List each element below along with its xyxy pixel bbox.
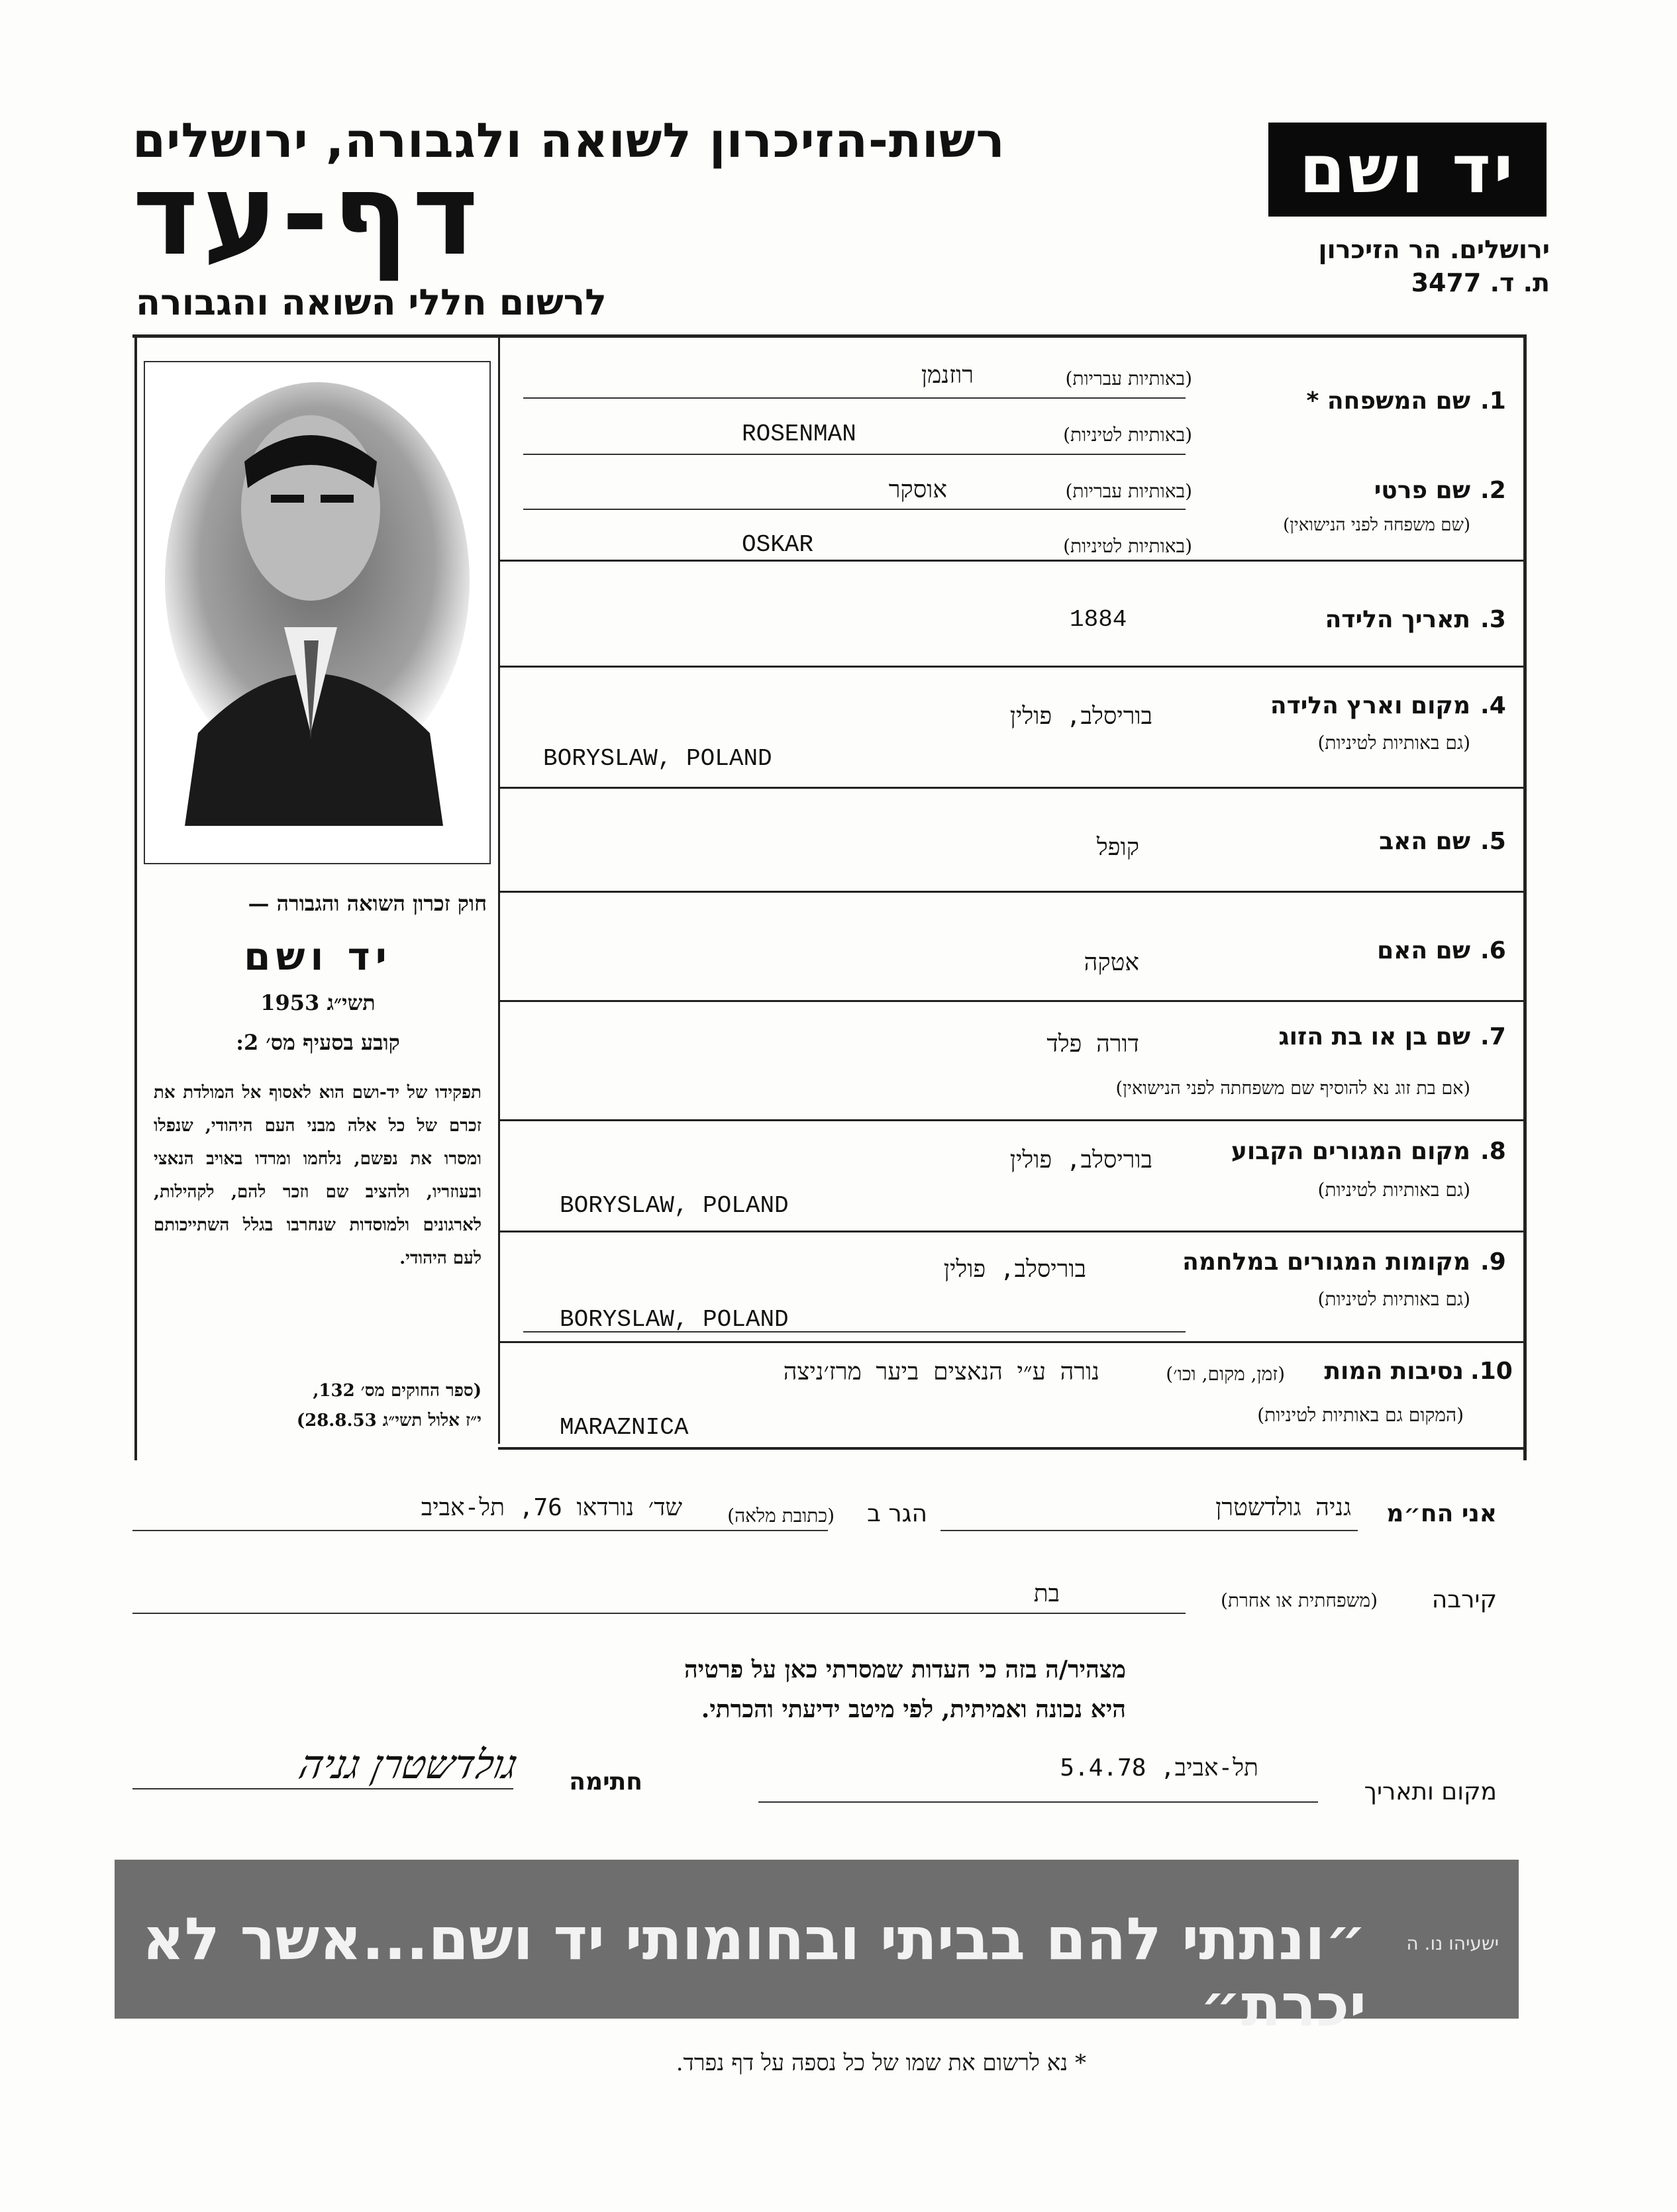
relation-label: קירבה [1431, 1586, 1497, 1613]
field-2-value-heb: אוסקר [888, 476, 947, 503]
field-9-number: 9. [1480, 1248, 1506, 1276]
field-7-number: 7. [1480, 1023, 1506, 1050]
field-2-value-lat: OSKAR [742, 531, 814, 558]
field-3-number: 3. [1480, 606, 1506, 633]
quote-banner [115, 1860, 1519, 2039]
statement-line1: מצהיר/ה בזה כי העדות שמסרתי כאן על פרטיה [684, 1656, 1126, 1684]
field-9-value-lat: BORYSLAW, POLAND [560, 1306, 789, 1333]
place-date-value: תל-אביב, 5.4.78 [1060, 1754, 1258, 1782]
field-7-value: דורה פלד [1046, 1031, 1139, 1058]
form-subtitle: לרשום חללי השואה והגבורה [136, 281, 607, 323]
field-4-number: 4. [1480, 692, 1506, 719]
declarant-name: גניה גולדשטרן [1215, 1494, 1351, 1521]
address-hint: (כתובת מלאה) [727, 1505, 835, 1527]
field-1-number: 1. [1480, 387, 1506, 415]
resides-label: הגר ב [867, 1500, 927, 1527]
law-heading: חוק זכרון השואה והגבורה — [248, 891, 487, 916]
field-10-label: נסיבות המות [1324, 1358, 1464, 1385]
banner-source: ישעיהו נו. ה [1406, 1933, 1499, 1954]
field-8-value-heb: בוריסלב, פולין [1009, 1146, 1152, 1174]
field-5-number: 5. [1480, 828, 1506, 855]
address: ירושלים. הר הזיכרון [1318, 235, 1550, 264]
relation-value: בת [1033, 1580, 1060, 1607]
field-2-number: 2. [1480, 477, 1506, 504]
place-date-label: מקום ותאריך [1364, 1778, 1497, 1805]
field-4-sublabel: (גם באותיות לטיניות) [1317, 732, 1470, 754]
field-10-value-heb: נורה ע״י הנאצים ביער מרז׳ניצה [783, 1358, 1099, 1385]
field-6-value: אטקה [1084, 949, 1139, 976]
field-10-label-hint: (זמן, מקום, וכו׳) [1166, 1363, 1285, 1385]
field-3-label: תאריך הלידה [1325, 606, 1470, 633]
form-title: דף-עד [132, 150, 483, 281]
field-8-number: 8. [1480, 1138, 1506, 1165]
field-5-label: שם האב [1379, 828, 1470, 855]
field-9-label: מקומות המגורים במלחמה [1182, 1248, 1470, 1276]
field-2-label: שם פרטי [1374, 477, 1470, 504]
field-8-value-lat: BORYSLAW, POLAND [560, 1192, 789, 1219]
yad-vashem-logo: יד ושם [1268, 123, 1547, 217]
field-3-value: 1884 [1070, 606, 1127, 633]
field-9-value-heb: בוריסלב, פולין [943, 1256, 1086, 1283]
statement-line2: היא נכונה ואמיתית, לפי מיטב ידיעתי והכרתי. [701, 1695, 1126, 1723]
authority-title: רשות-הזיכרון לשואה ולגבורה, ירושלים [132, 113, 1005, 168]
law-ref1: (ספר החוקים מס׳ 132, [313, 1381, 482, 1401]
field-7-label: שם בן או בת הזוג [1278, 1023, 1470, 1050]
field-1-label: שם המשפחה * [1306, 387, 1470, 415]
declarant-label: אני הח״מ [1386, 1500, 1497, 1527]
field-2-hint-lat: (באותיות לטיניות) [1063, 535, 1192, 557]
field-2-hint-heb: (באותיות עבריות) [1065, 480, 1192, 502]
relation-hint: (משפחתית או אחרת) [1221, 1589, 1378, 1611]
field-10-sublabel: (המקום גם באותיות לטיניות) [1257, 1404, 1464, 1426]
law-ref2: י״ז אלול תשי״ג 28.8.53) [296, 1411, 482, 1431]
law-clause: קובע בסעיף מס׳ 2: [236, 1030, 400, 1055]
field-1-value-heb: רוזנמן [921, 362, 974, 389]
field-4-value-lat: BORYSLAW, POLAND [543, 745, 772, 772]
declarant-address: שד׳ נורדאו 76, תל-אביב [421, 1494, 682, 1521]
field-4-value-heb: בוריסלב, פולין [1009, 703, 1152, 730]
field-6-number: 6. [1480, 937, 1506, 964]
field-6-label: שם האם [1377, 937, 1470, 964]
field-8-sublabel: (גם באותיות לטיניות) [1317, 1179, 1470, 1201]
field-9-sublabel: (גם באותיות לטיניות) [1317, 1288, 1470, 1310]
field-8-label: מקום המגורים הקבוע [1231, 1138, 1470, 1165]
field-1-hint-heb: (באותיות עבריות) [1065, 368, 1192, 389]
field-1-value-lat: ROSENMAN [742, 421, 856, 448]
banner-quote: ״ונתתי להם בביתי ובחומותי יד ושם...אשר לא יכרת״ [142, 1905, 1366, 2039]
signature: גולדשטרן גניה [295, 1742, 522, 1788]
field-7-sublabel: (אם בת זוג נא להוסיף שם משפחתה לפני הנישואין) [1115, 1078, 1470, 1099]
field-10-value-lat: MARAZNICA [560, 1414, 689, 1441]
field-4-label: מקום וארץ הלידה [1270, 692, 1470, 719]
field-1-hint-lat: (באותיות לטיניות) [1063, 424, 1192, 446]
signature-label: חתימה [569, 1768, 642, 1795]
law-name: יד ושם [244, 934, 392, 979]
pobox: ת. ד. 3477 [1411, 268, 1550, 297]
portrait-photo [144, 361, 491, 864]
law-year: תשי״ג 1953 [260, 990, 376, 1015]
law-body: תפקידו של יד-ושם הוא לאסוף אל המולדת את זכרם של כל אלה מבני העם היהודי, שנפלו ומסרו את נפשם, נלחמו ומרדו באויב הנאצי ובעוזריו, ולהציב שם וזכר להם, לקהילות, לארגונים ולמוסדות שנחרבו בגלל השתייכותם לעם היהודי. [154, 1083, 482, 1268]
field-2-sublabel: (שם משפחה לפני הנישואין) [1283, 515, 1470, 535]
footnote: * נא לרשום את שמו של כל נספה על דף נפרד. [676, 2050, 1086, 2076]
field-10-number: 10. [1470, 1358, 1513, 1385]
field-5-value: קופל [1096, 834, 1139, 861]
